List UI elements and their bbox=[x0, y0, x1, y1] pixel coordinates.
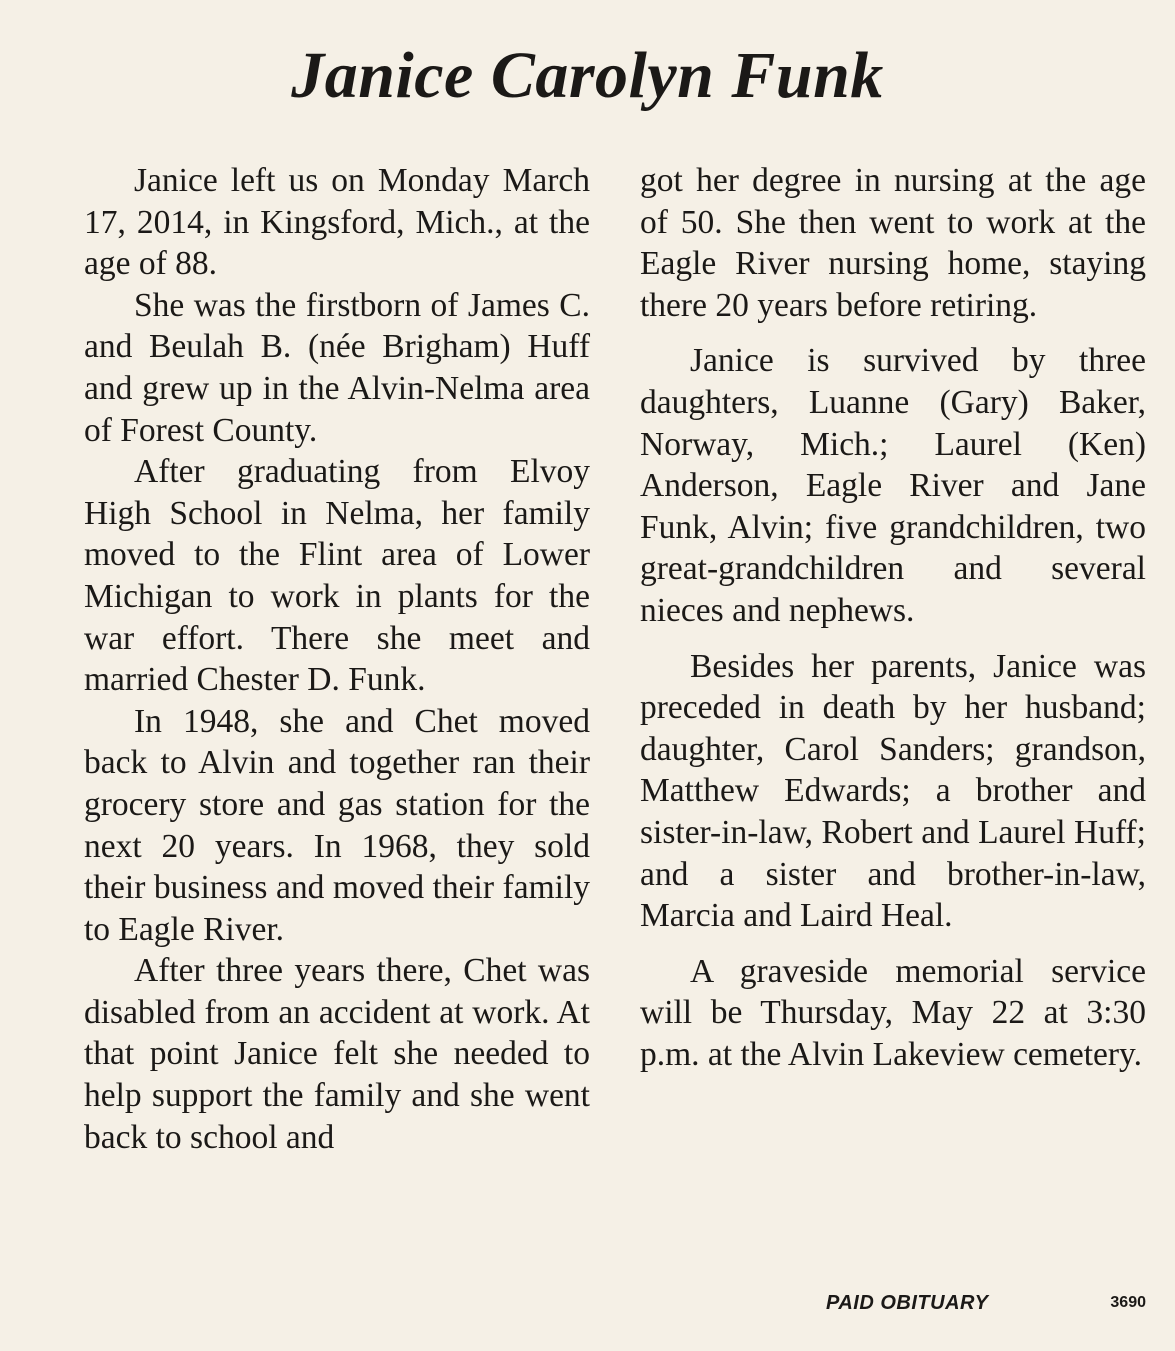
ad-code: 3690 bbox=[1110, 1294, 1146, 1311]
paragraph-move-to-flint: After graduating from Elvoy High School in Nelma, her family moved to the Flint area of Lower Michigan to work in plants for the war effort. There she meet and married Chester D. Funk. bbox=[84, 453, 590, 699]
paid-obituary-label: PAID OBITUARY bbox=[826, 1292, 989, 1314]
paragraph-early-life: She was the firstborn of James C. and Beulah B. (née Brigham) Huff and grew up in the Alvin-Nelma area of Forest County. bbox=[84, 286, 590, 449]
obituary-title: Janice Carolyn Funk bbox=[291, 39, 884, 112]
paragraph-nursing-career: got her degree in nursing at the age of 50. She then went to work at the Eagle River nursing home, staying there 20 years before retiring. bbox=[640, 162, 1146, 324]
paragraph-memorial-service: A graveside memorial service will be Thursday, May 22 at 3:30 p.m. at the Alvin Lakeview cemetery. bbox=[640, 952, 1146, 1073]
paragraph-grocery-business: In 1948, she and Chet moved back to Alvin and together ran their grocery store and gas station for the next 20 years. In 1968, they sold their business and moved their family to Eagle River. bbox=[84, 702, 590, 948]
paragraph-death-notice: Janice left us on Monday March 17, 2014, in Kingsford, Mich., at the age of 88. bbox=[84, 162, 590, 283]
right-column bbox=[640, 160, 1146, 1089]
obituary-footer bbox=[640, 1290, 1146, 1320]
paragraph-nursing-school: After three years there, Chet was disabled from an accident at work. At that point Janice felt she needed to help support the family and she went back to school and bbox=[84, 952, 590, 1156]
left-column bbox=[84, 160, 590, 1158]
paragraph-survivors: Janice is survived by three daughters, Luanne (Gary) Baker, Norway, Mich.; Laurel (Ken) Anderson, Eagle River and Jane Funk, Alvin; five grandchildren, two great-grandchildren and several nieces and nephews. bbox=[640, 342, 1146, 629]
paragraph-preceded-in-death: Besides her parents, Janice was preceded in death by her husband; daughter, Carol Sanders; grandson, Matthew Edwards; a brother and sister-in-law, Robert and Laurel Huff; and a sister and brother-in-law, Marcia and Laird Heal. bbox=[640, 647, 1146, 935]
